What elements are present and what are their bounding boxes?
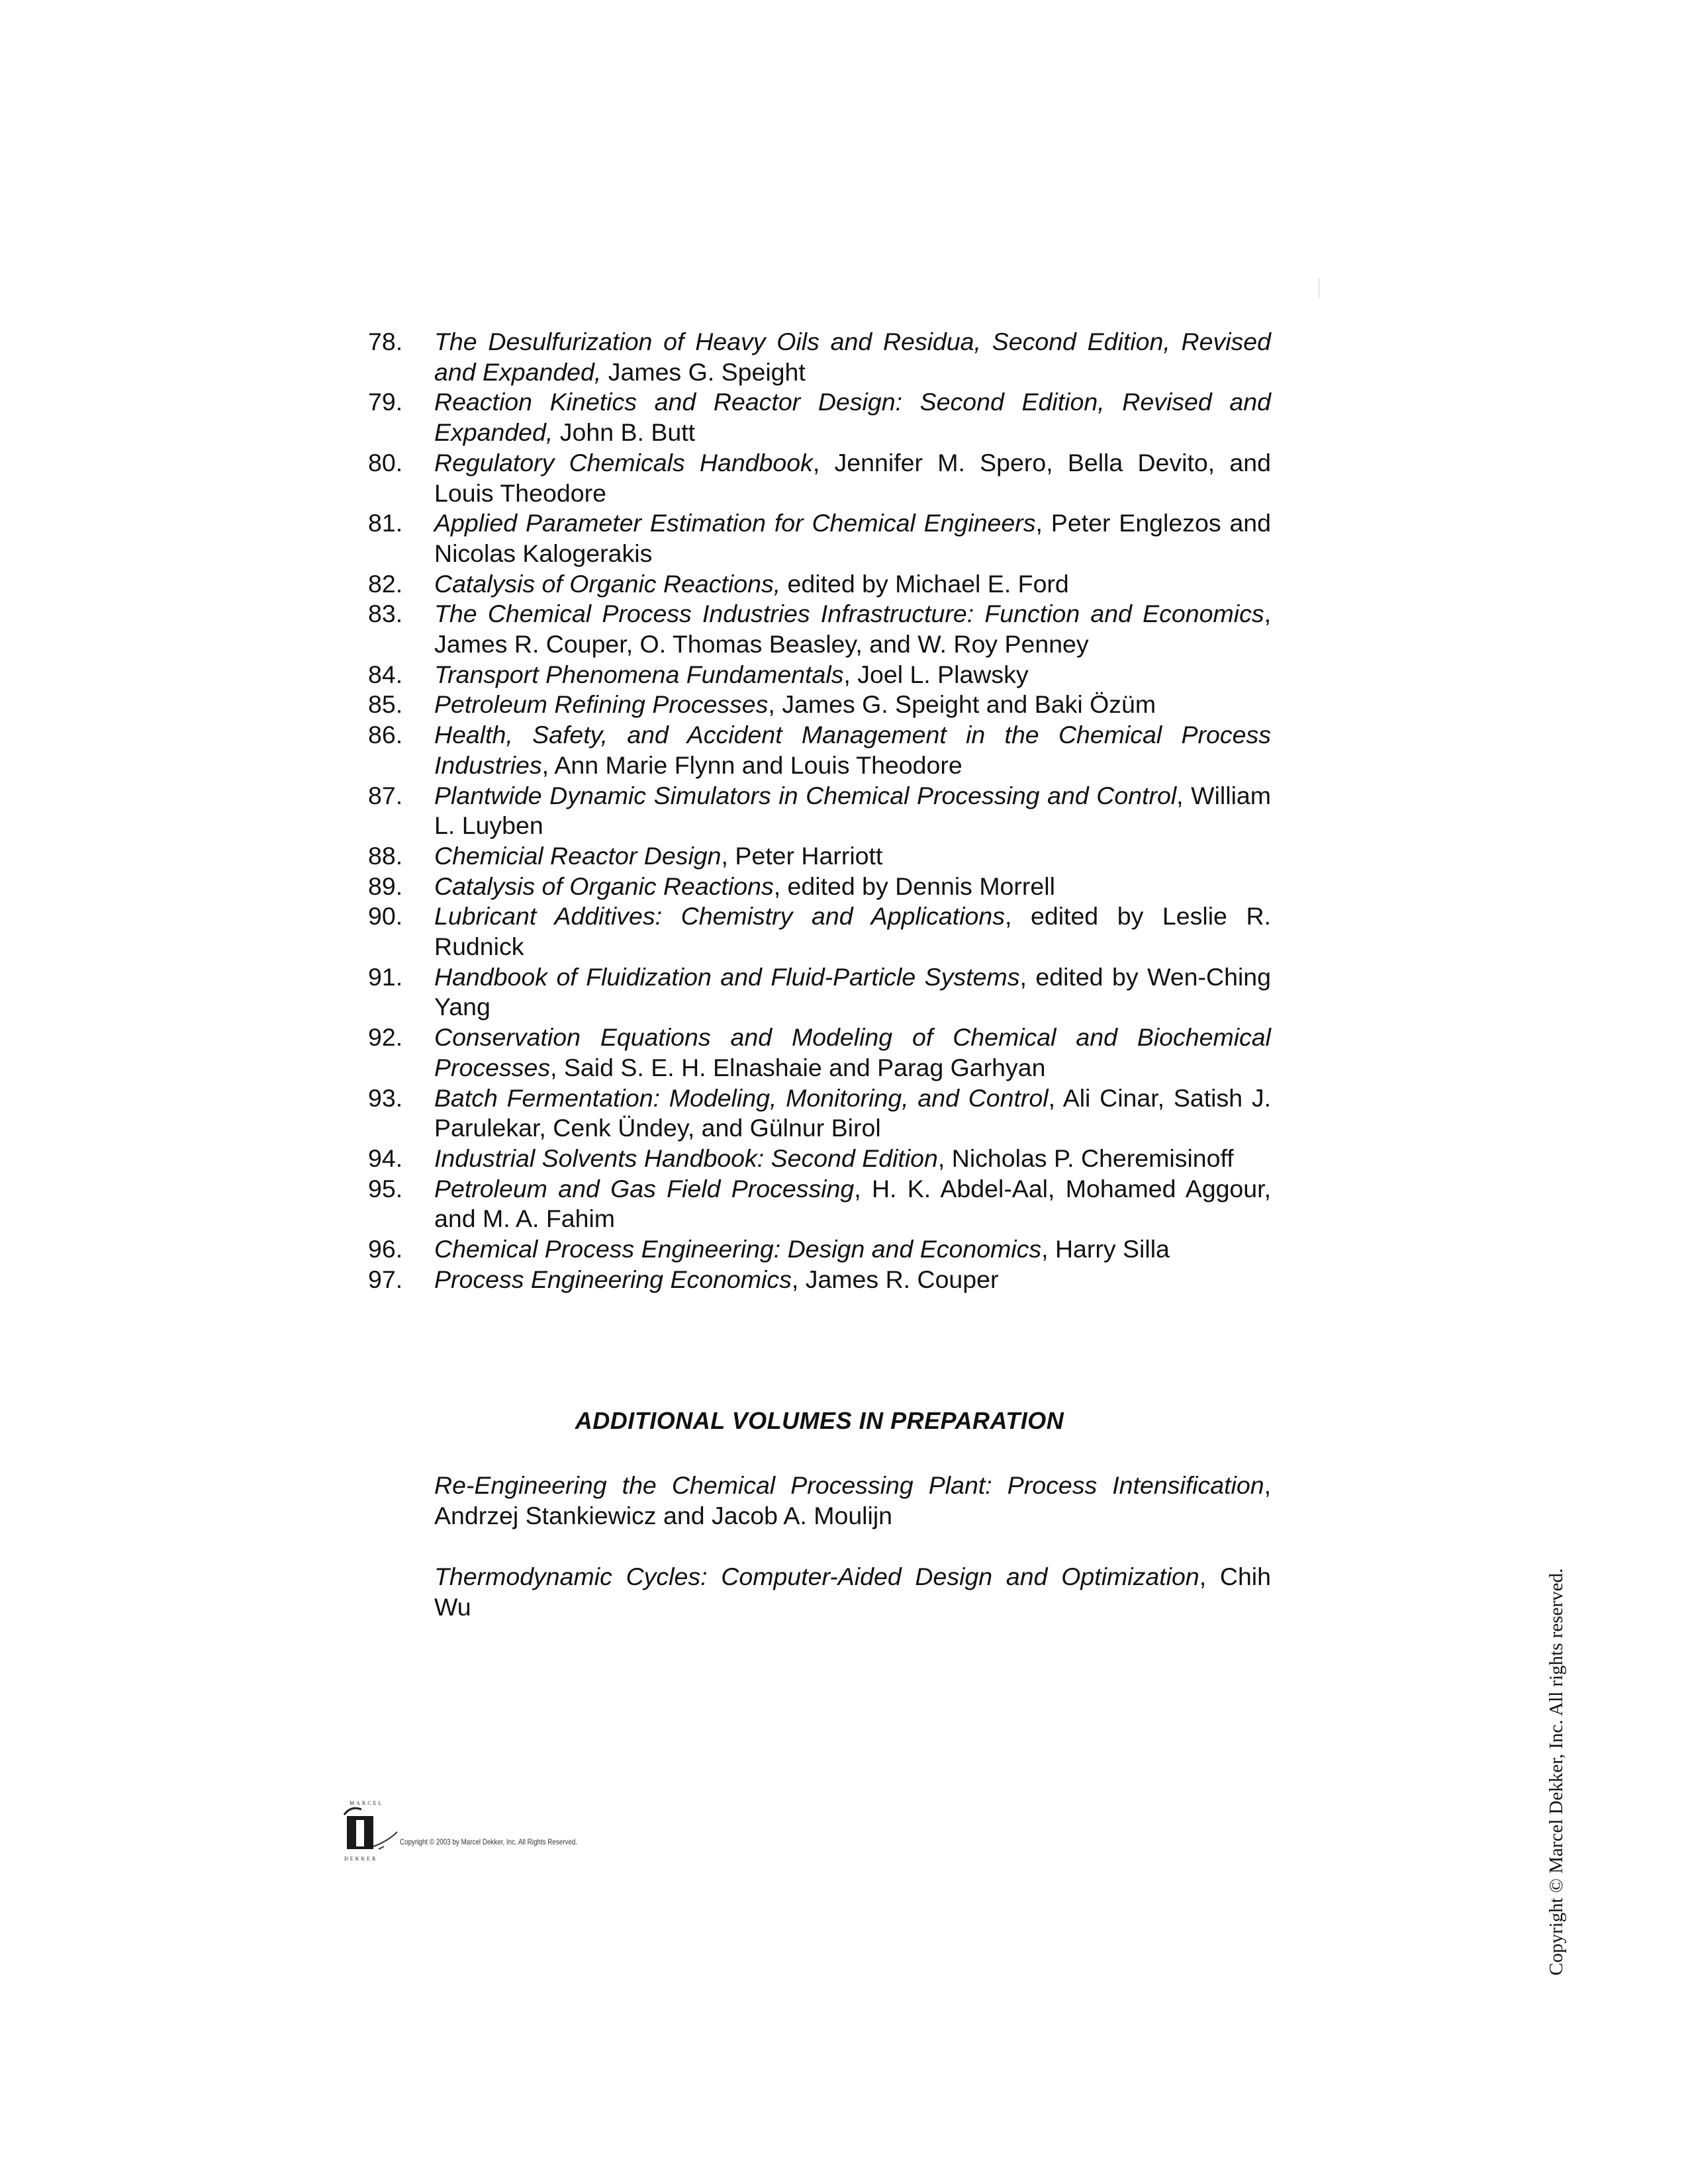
list-item bbox=[368, 569, 1271, 600]
list-item bbox=[368, 1083, 1271, 1144]
list-item bbox=[368, 1174, 1271, 1234]
volume-authors: , Peter Harriott bbox=[721, 841, 883, 870]
volume-authors: , edited by Dennis Morrell bbox=[773, 872, 1055, 900]
volume-number: 88. bbox=[368, 841, 403, 870]
volume-title: Chemicial Reactor Design bbox=[434, 841, 722, 870]
volume-authors: , James G. Speight and Baki Özüm bbox=[768, 690, 1156, 719]
prep-volume-item bbox=[434, 1471, 1271, 1531]
volume-authors: , James R. Couper bbox=[791, 1265, 999, 1293]
volume-title: Thermodynamic Cycles: Computer-Aided Design and Optimization bbox=[434, 1563, 1199, 1590]
list-item bbox=[368, 872, 1271, 902]
list-item bbox=[368, 508, 1271, 569]
volume-authors: edited by Michael E. Ford bbox=[780, 569, 1069, 598]
volume-title: Handbook of Fluidization and Fluid-Particle Systems bbox=[434, 962, 1020, 991]
marcel-dekker-logo-icon bbox=[342, 1800, 401, 1864]
volume-title: Transport Phenomena Fundamentals bbox=[434, 660, 844, 688]
volume-number: 83. bbox=[368, 600, 403, 628]
volume-authors: , Peter Englezos and Nicolas Kalogerakis bbox=[434, 509, 1272, 567]
volume-authors: , Chih Wu bbox=[434, 1563, 1271, 1621]
list-item bbox=[368, 962, 1271, 1023]
volume-title: Re-Engineering the Chemical Processing Plant: Process Intensification bbox=[434, 1471, 1264, 1499]
logo-top-text: MARCEL bbox=[350, 1800, 384, 1806]
volume-number: 91. bbox=[368, 962, 403, 991]
volume-number: 79. bbox=[368, 388, 403, 416]
list-item bbox=[368, 387, 1271, 447]
list-item bbox=[368, 599, 1271, 659]
list-item bbox=[368, 660, 1271, 690]
volume-authors: , Jennifer M. Spero, Bella Devito, and Louis Theodore bbox=[434, 448, 1272, 507]
volume-authors: , Ali Cinar, Satish J. Parulekar, Cenk Ündey, and Gülnur Birol bbox=[434, 1083, 1271, 1142]
volume-authors: , Harry Silla bbox=[1041, 1235, 1170, 1263]
volume-number: 85. bbox=[368, 690, 403, 719]
volume-title: The Chemical Process Industries Infrastructure: Function and Economics bbox=[434, 600, 1264, 628]
volume-title: Plantwide Dynamic Simulators in Chemical Processing and Control bbox=[434, 781, 1177, 809]
prep-volume-item bbox=[434, 1562, 1271, 1622]
volume-number: 87. bbox=[368, 781, 403, 809]
volume-number: 81. bbox=[368, 509, 403, 537]
volume-number: 94. bbox=[368, 1144, 403, 1172]
volume-authors: , edited by Leslie R. Rudnick bbox=[434, 902, 1272, 961]
list-item bbox=[368, 720, 1271, 780]
volume-title: Chemical Process Engineering: Design and Economics bbox=[434, 1235, 1042, 1263]
series-volume-list bbox=[368, 327, 1271, 1295]
volume-authors: , James R. Couper, O. Thomas Beasley, and W. Roy Penney bbox=[434, 600, 1271, 659]
volume-number: 78. bbox=[368, 328, 403, 355]
volume-authors: , Ann Marie Flynn and Louis Theodore bbox=[541, 751, 962, 779]
list-item bbox=[368, 1234, 1271, 1265]
section-heading: ADDITIONAL VOLUMES IN PREPARATION bbox=[575, 1407, 1064, 1434]
list-item bbox=[368, 690, 1271, 720]
volume-title: Conservation Equations and Modeling of Chemical and Biochemical Processes bbox=[434, 1023, 1271, 1081]
volume-title: The Desulfurization of Heavy Oils and Residua, Second Edition, Revised and Expanded, bbox=[434, 328, 1271, 386]
volume-title: Catalysis of Organic Reactions bbox=[434, 872, 774, 900]
list-item bbox=[368, 1265, 1271, 1295]
list-item bbox=[368, 1144, 1271, 1174]
volume-title: Process Engineering Economics bbox=[434, 1265, 792, 1293]
volume-authors: John B. Butt bbox=[553, 418, 696, 447]
volume-authors: , Said S. E. H. Elnashaie and Parag Garhyan bbox=[550, 1053, 1046, 1081]
volume-title: Applied Parameter Estimation for Chemical Engineers bbox=[434, 509, 1036, 537]
volume-title: Petroleum and Gas Field Processing bbox=[434, 1174, 855, 1203]
volume-authors: , H. K. Abdel-Aal, Mohamed Aggour, and M. A. Fahim bbox=[434, 1174, 1271, 1233]
volume-number: 97. bbox=[368, 1265, 403, 1293]
volume-authors: , Joel L. Plawsky bbox=[843, 660, 1029, 688]
publisher-logo bbox=[342, 1800, 401, 1864]
volume-authors: , Nicholas P. Cheremisinoff bbox=[937, 1144, 1234, 1172]
volume-authors: , edited by Wen-Ching Yang bbox=[434, 962, 1271, 1021]
volume-number: 93. bbox=[368, 1083, 403, 1112]
volume-title: Health, Safety, and Accident Management in the Chemical Process Industries bbox=[434, 721, 1271, 779]
volume-number: 82. bbox=[368, 569, 403, 598]
list-item bbox=[368, 901, 1271, 962]
volume-title: Industrial Solvents Handbook: Second Edition bbox=[434, 1144, 938, 1172]
volume-title: Lubricant Additives: Chemistry and Applications bbox=[434, 902, 1005, 931]
list-item bbox=[368, 327, 1271, 387]
side-copyright: Copyright © Marcel Dekker, Inc. All rights reserved. bbox=[1546, 1568, 1567, 1976]
volume-number: 95. bbox=[368, 1174, 403, 1203]
list-item bbox=[368, 781, 1271, 841]
volume-title: Reaction Kinetics and Reactor Design: Second Edition, Revised and Expanded, bbox=[434, 388, 1271, 447]
volume-authors: , Andrzej Stankiewicz and Jacob A. Moulijn bbox=[434, 1471, 1271, 1529]
volume-title: Batch Fermentation: Modeling, Monitoring, and Control bbox=[434, 1083, 1049, 1112]
list-item bbox=[368, 1023, 1271, 1083]
volume-authors: James G. Speight bbox=[601, 357, 806, 386]
list-item bbox=[368, 448, 1271, 508]
volume-number: 96. bbox=[368, 1235, 403, 1263]
volume-number: 80. bbox=[368, 448, 403, 477]
list-item bbox=[368, 841, 1271, 872]
volume-authors: , William L. Luyben bbox=[434, 781, 1271, 840]
volume-number: 92. bbox=[368, 1023, 403, 1052]
volume-title: Catalysis of Organic Reactions, bbox=[434, 569, 781, 598]
volume-title: Regulatory Chemicals Handbook bbox=[434, 448, 813, 477]
logo-bottom-text: DEKKER bbox=[344, 1856, 378, 1862]
scan-artifact bbox=[1319, 278, 1320, 298]
volume-title: Petroleum Refining Processes bbox=[434, 690, 769, 719]
volume-number: 89. bbox=[368, 872, 403, 900]
volume-number: 90. bbox=[368, 902, 403, 931]
footer-copyright: Copyright © 2003 by Marcel Dekker, Inc. All Rights Reserved. bbox=[400, 1837, 578, 1846]
volume-number: 84. bbox=[368, 660, 403, 688]
volume-number: 86. bbox=[368, 721, 403, 749]
